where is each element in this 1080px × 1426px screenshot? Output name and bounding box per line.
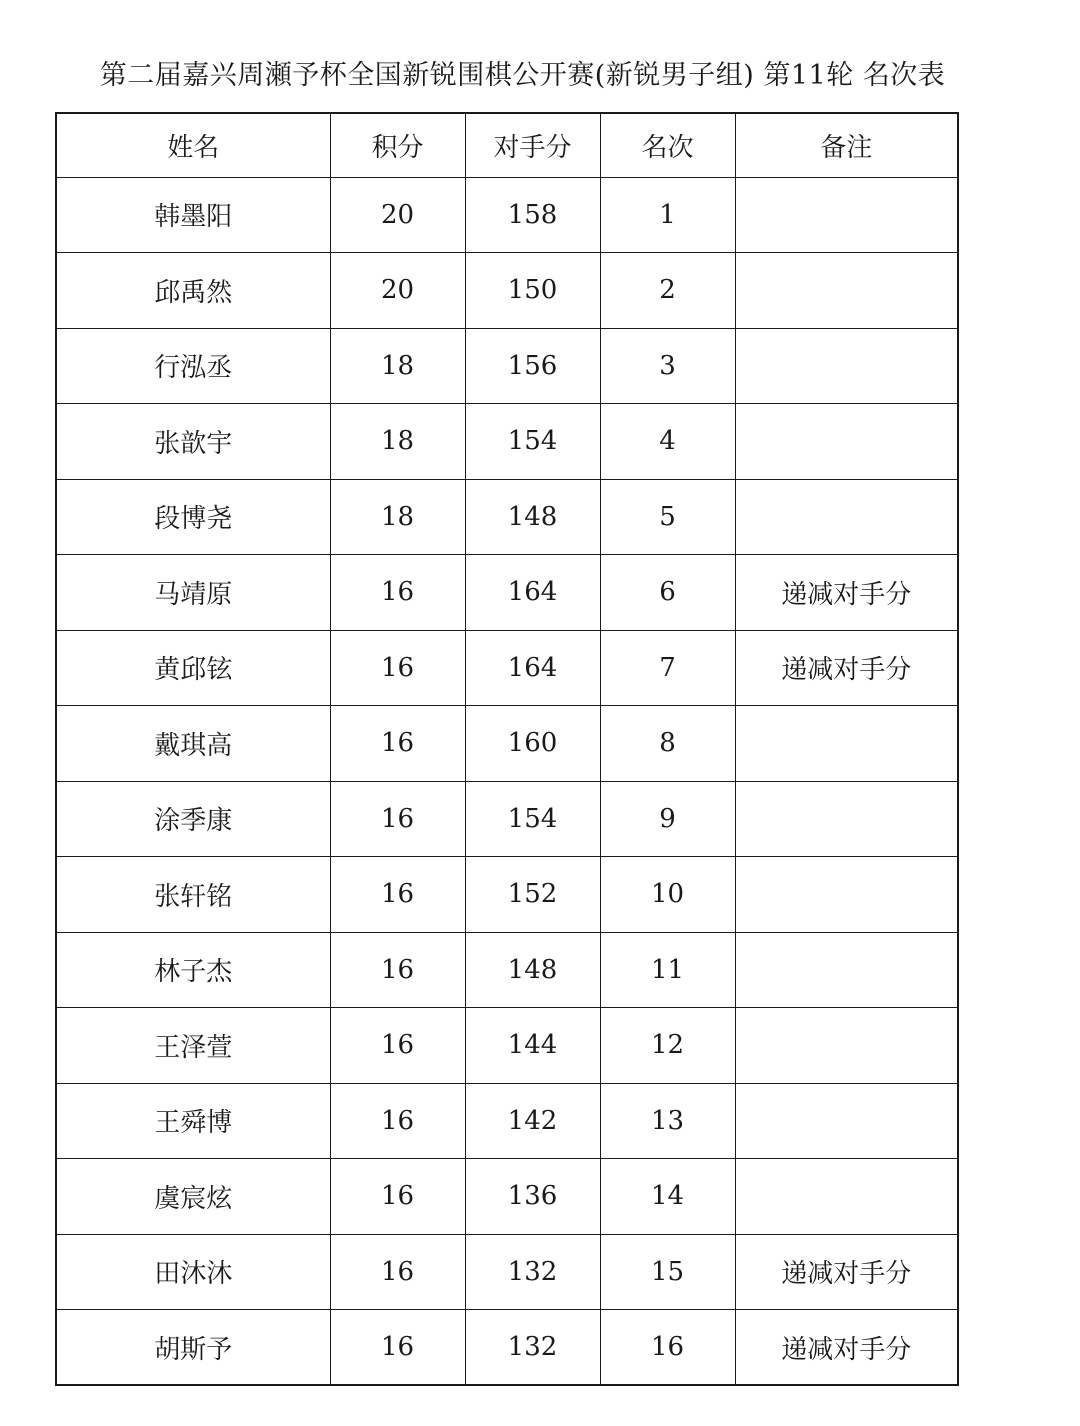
header-row (56, 113, 958, 177)
cell-opponent-score: 132 (465, 1234, 600, 1310)
cell-name: 邱禹然 (56, 253, 330, 329)
header-opponent-score: 对手分 (465, 113, 600, 177)
cell-name: 行泓丞 (56, 328, 330, 404)
cell-note: 递减对手分 (735, 555, 958, 631)
cell-name: 田沐沐 (56, 1234, 330, 1310)
table-row (56, 253, 958, 329)
cell-rank: 10 (600, 857, 735, 933)
cell-rank: 5 (600, 479, 735, 555)
cell-name: 虞宸炫 (56, 1159, 330, 1235)
standings-table (55, 112, 959, 1386)
table-row (56, 479, 958, 555)
cell-rank: 8 (600, 706, 735, 782)
table-row (56, 630, 958, 706)
cell-opponent-score: 152 (465, 857, 600, 933)
cell-name: 涂季康 (56, 781, 330, 857)
table-row (56, 706, 958, 782)
header-score: 积分 (330, 113, 465, 177)
cell-opponent-score: 148 (465, 932, 600, 1008)
table-row (56, 1083, 958, 1159)
cell-opponent-score: 132 (465, 1310, 600, 1386)
cell-name: 林子杰 (56, 932, 330, 1008)
cell-name: 王泽萱 (56, 1008, 330, 1084)
header-note: 备注 (735, 113, 958, 177)
cell-rank: 1 (600, 177, 735, 253)
cell-score: 18 (330, 479, 465, 555)
cell-name: 张歆宇 (56, 404, 330, 480)
cell-note (735, 1008, 958, 1084)
table-row (56, 1234, 958, 1310)
cell-opponent-score: 136 (465, 1159, 600, 1235)
cell-note: 递减对手分 (735, 630, 958, 706)
cell-rank: 4 (600, 404, 735, 480)
cell-opponent-score: 156 (465, 328, 600, 404)
cell-rank: 3 (600, 328, 735, 404)
cell-note: 递减对手分 (735, 1310, 958, 1386)
cell-score: 16 (330, 1083, 465, 1159)
cell-rank: 11 (600, 932, 735, 1008)
cell-score: 20 (330, 177, 465, 253)
cell-note (735, 253, 958, 329)
cell-score: 16 (330, 1008, 465, 1084)
cell-score: 16 (330, 932, 465, 1008)
page-title: 第二届嘉兴周瀬予杯全国新锐围棋公开赛(新锐男子组) 第11轮 名次表 (99, 60, 946, 91)
cell-score: 16 (330, 857, 465, 933)
table-row (56, 932, 958, 1008)
header-rank: 名次 (600, 113, 735, 177)
cell-opponent-score: 154 (465, 404, 600, 480)
cell-score: 18 (330, 404, 465, 480)
cell-name: 马靖原 (56, 555, 330, 631)
table-row (56, 404, 958, 480)
table-row (56, 177, 958, 253)
table-row (56, 1008, 958, 1084)
cell-score: 18 (330, 328, 465, 404)
cell-note (735, 706, 958, 782)
cell-score: 16 (330, 555, 465, 631)
cell-opponent-score: 158 (465, 177, 600, 253)
cell-opponent-score: 150 (465, 253, 600, 329)
table-row (56, 1159, 958, 1235)
cell-note: 递减对手分 (735, 1234, 958, 1310)
cell-rank: 13 (600, 1083, 735, 1159)
table-row (56, 555, 958, 631)
cell-opponent-score: 144 (465, 1008, 600, 1084)
cell-rank: 14 (600, 1159, 735, 1235)
cell-note (735, 404, 958, 480)
cell-name: 段博尧 (56, 479, 330, 555)
cell-score: 16 (330, 1234, 465, 1310)
cell-opponent-score: 164 (465, 555, 600, 631)
cell-rank: 9 (600, 781, 735, 857)
cell-rank: 12 (600, 1008, 735, 1084)
cell-name: 胡斯予 (56, 1310, 330, 1386)
cell-name: 张轩铭 (56, 857, 330, 933)
cell-opponent-score: 142 (465, 1083, 600, 1159)
cell-name: 黄邱铉 (56, 630, 330, 706)
cell-name: 王舜博 (56, 1083, 330, 1159)
cell-rank: 15 (600, 1234, 735, 1310)
cell-opponent-score: 154 (465, 781, 600, 857)
header-name: 姓名 (56, 113, 330, 177)
cell-note (735, 177, 958, 253)
cell-note (735, 479, 958, 555)
cell-opponent-score: 160 (465, 706, 600, 782)
cell-score: 20 (330, 253, 465, 329)
cell-rank: 16 (600, 1310, 735, 1386)
cell-score: 16 (330, 706, 465, 782)
cell-score: 16 (330, 1159, 465, 1235)
cell-score: 16 (330, 1310, 465, 1386)
cell-note (735, 1159, 958, 1235)
table-row (56, 1310, 958, 1386)
cell-name: 戴琪高 (56, 706, 330, 782)
cell-name: 韩墨阳 (56, 177, 330, 253)
cell-note (735, 781, 958, 857)
cell-rank: 2 (600, 253, 735, 329)
cell-opponent-score: 148 (465, 479, 600, 555)
table-row (56, 857, 958, 933)
cell-note (735, 932, 958, 1008)
cell-note (735, 857, 958, 933)
cell-score: 16 (330, 781, 465, 857)
cell-note (735, 1083, 958, 1159)
table-row (56, 328, 958, 404)
cell-score: 16 (330, 630, 465, 706)
cell-opponent-score: 164 (465, 630, 600, 706)
cell-rank: 6 (600, 555, 735, 631)
table-row (56, 781, 958, 857)
cell-rank: 7 (600, 630, 735, 706)
cell-note (735, 328, 958, 404)
